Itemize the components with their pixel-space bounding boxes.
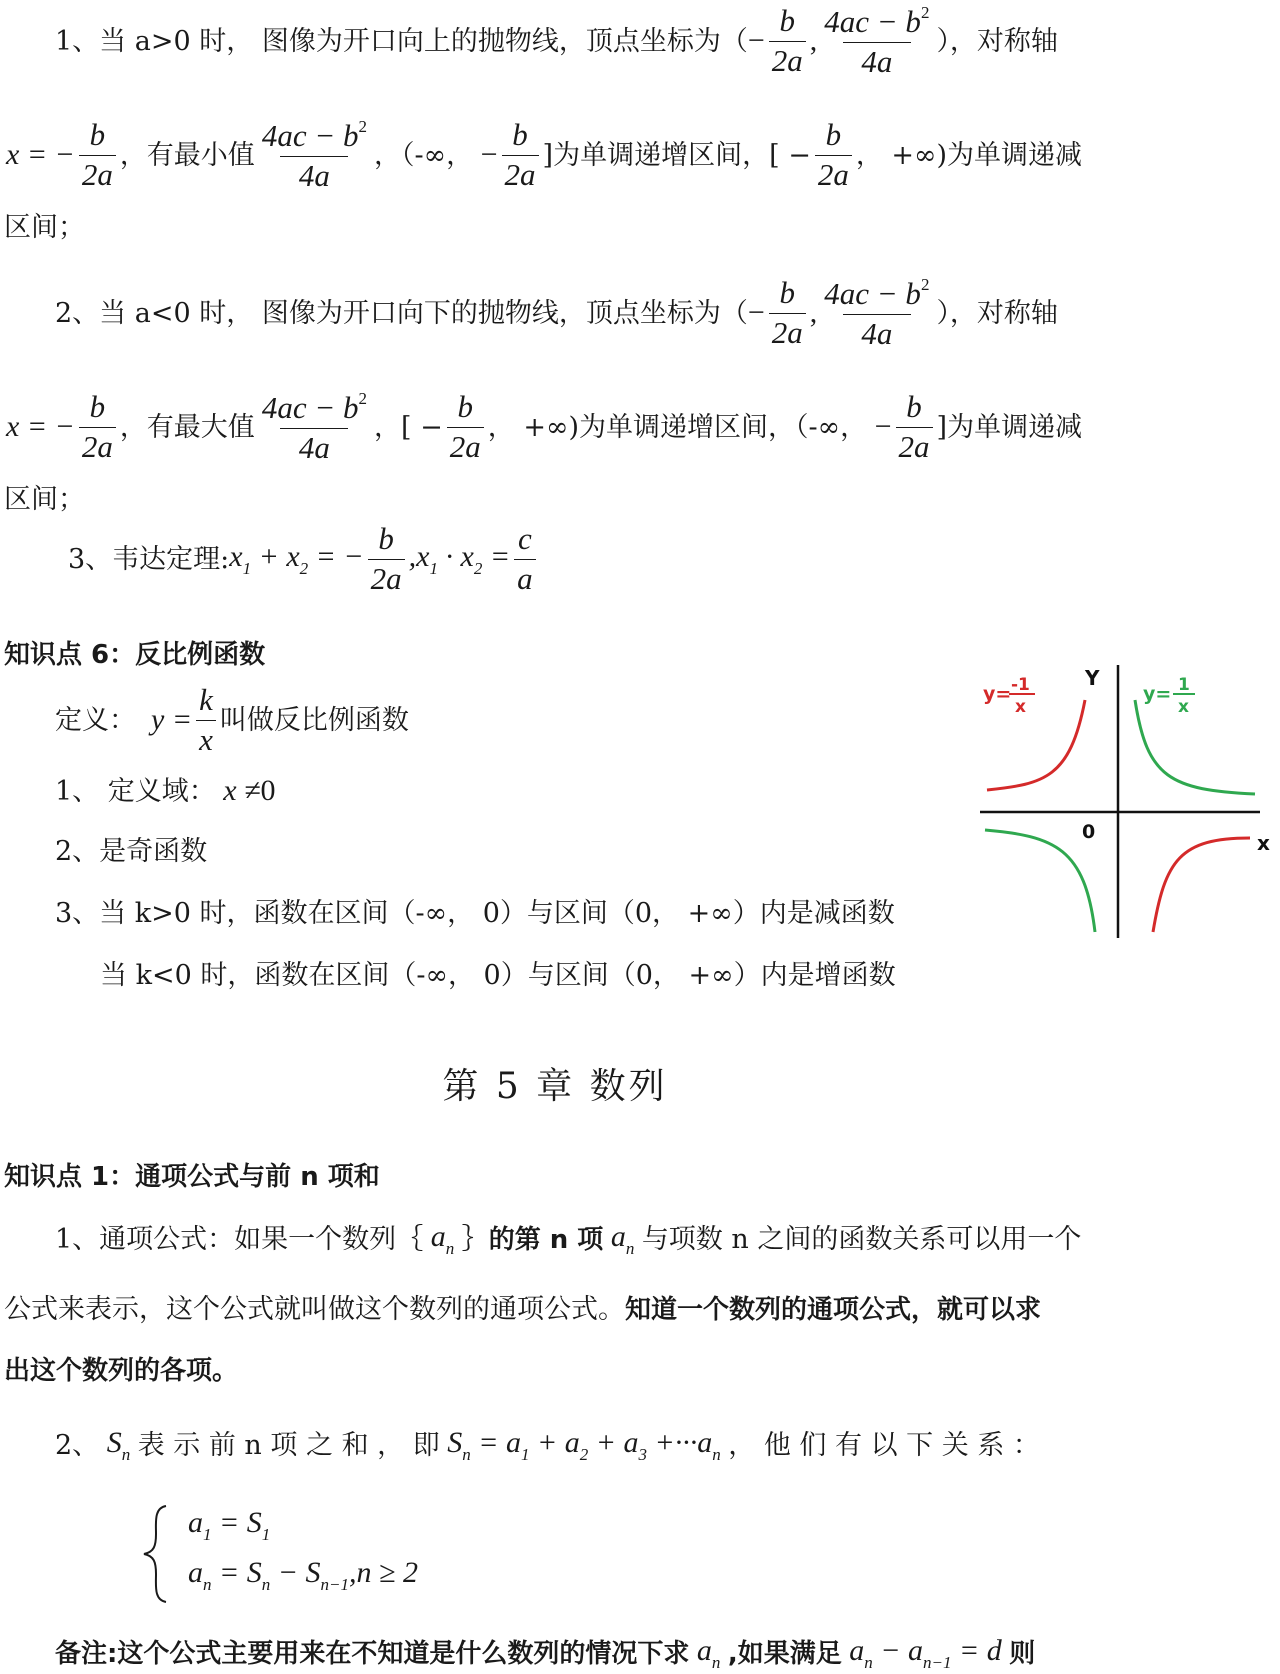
hyperbola-graph xyxy=(975,660,1275,940)
quad-item2-line2: x = − $\frac{b}{2a}$ ，有最大值 $\frac{4ac - b^2}{4a}$ ，[ − $\frac{b}{2a}$ ， +∞)为单调递增区间，（-∞， − $\frac{b}{2a}$ ]为单调递减 xyxy=(6,388,1083,465)
quad-item2-tail: 区间； xyxy=(4,484,85,515)
chapter-title: 第 5 章 数列 xyxy=(442,1066,668,1107)
vieta-lead: 3、韦达定理: xyxy=(68,543,230,575)
formula-a1: $a_1 = S_1$ xyxy=(188,1506,271,1544)
green-curve-q3 xyxy=(985,830,1095,932)
left-brace xyxy=(140,1504,170,1604)
sequence-p1-line1: 1、通项公式：如果一个数列｛ $a_n$ ｝ 的第 n 项 $a_n$ 与项数 n 之间的函数关系可以用一个 xyxy=(55,1220,1082,1258)
sequence-note: 备注:这个公式主要用来在不知道是什么数列的情况下求 $a_n$ ,如果满足 $a_n - a_{n-1} = d$ 则 xyxy=(55,1634,1036,1672)
svg-text:y=: y= xyxy=(983,683,1012,705)
vertex-y-fraction: $\frac{4ac - b^2}{4a}$ xyxy=(824,2,930,79)
inverse-definition: 定义： y = $\frac{k}{x}$ 叫做反比例函数 xyxy=(55,681,409,757)
svg-text:x: x xyxy=(1015,697,1026,717)
quad-item2-line1: 2、当 a<0 时， 图像为开口向下的抛物线，顶点坐标为（ − $\frac{b}{2a}$ , $\frac{4ac - b^2}{4a}$ ），对称轴 xyxy=(55,274,1058,351)
origin-label: 0 xyxy=(1082,821,1096,843)
inverse-k-positive: 3、当 k>0 时，函数在区间（-∞， 0）与区间（0， +∞）内是减函数 xyxy=(55,898,895,929)
inverse-domain: 1、 定义域： x ≠ 0 xyxy=(55,774,276,807)
axis-prefix: x = − xyxy=(6,138,75,171)
quad-item1-line1: 1、当 a>0 时， 图像为开口向上的抛物线，顶点坐标为（ − $\frac{b}{2a}$ , $\frac{4ac - b^2}{4a}$ ），对称轴 xyxy=(55,2,1058,79)
inverse-odd: 2、是奇函数 xyxy=(55,836,208,867)
formula-an: $a_n = S_n - S_{n-1},n \ge 2$ xyxy=(188,1556,418,1594)
inverse-k-negative: 当 k<0 时，函数在区间（-∞， 0）与区间（0， +∞）内是增函数 xyxy=(100,960,896,991)
x-axis-label: x xyxy=(1257,831,1270,855)
min-value-fraction: $\frac{4ac - b^2}{4a}$ xyxy=(261,116,367,193)
sequence-p2: 2、 $S_n$ 表 示 前 n 项 之 和 ， 即 $S_n = a_1 + a_2 + a_3 +\cdot\cdot\cdot a_n$ ， 他 们 有 以 下 关 系 ： xyxy=(55,1426,1040,1464)
sequence-p1-line2: 公式来表示，这个公式就叫做这个数列的通项公式。 知道一个数列的通项公式，就可以求 xyxy=(4,1294,1042,1325)
svg-text:x: x xyxy=(1178,697,1189,717)
green-curve-q1 xyxy=(1135,700,1255,794)
svg-text:1: 1 xyxy=(1178,675,1190,695)
quad-item1-after-vertex: ），对称轴 xyxy=(936,25,1058,57)
red-equation-label xyxy=(983,675,1035,717)
quad-item1-tail: 区间； xyxy=(4,212,85,243)
inc-close: ]为单调递增区间，[ − xyxy=(542,139,811,171)
max-label: ，有最大值 xyxy=(119,411,255,443)
min-label: ，有最小值 xyxy=(119,139,255,171)
sequence-heading: 知识点 1：通项公式与前 n 项和 xyxy=(4,1162,380,1192)
vertex-x-fraction: $\frac{b}{2a}$ xyxy=(769,5,806,77)
y-axis-label: Y xyxy=(1085,666,1100,690)
sequence-p1-line3: 出这个数列的各项。 xyxy=(4,1356,239,1386)
dec-close: ， +∞)为单调递减 xyxy=(855,139,1083,171)
max-value-fraction: $\frac{4ac - b^2}{4a}$ xyxy=(261,388,367,465)
red-curve-q2 xyxy=(987,700,1085,790)
quad-item1-line2: x = − $\frac{b}{2a}$ ，有最小值 $\frac{4ac - b^2}{4a}$ ，（-∞， − $\frac{b}{2a}$ ]为单调递增区间，[ − $\frac{b}{2a}$ ， +∞)为单调递减 xyxy=(6,116,1083,193)
green-equation-label xyxy=(1143,675,1195,717)
inverse-heading: 知识点 6：反比例函数 xyxy=(4,640,266,670)
quad-item2-lead: 2、当 a<0 时， 图像为开口向下的抛物线，顶点坐标为（ xyxy=(55,297,748,329)
inc-open: ，（-∞， xyxy=(374,139,474,171)
svg-text:-1: -1 xyxy=(1011,675,1030,695)
red-curve-q4 xyxy=(1153,838,1250,932)
svg-text:y=: y= xyxy=(1143,683,1172,705)
sequence-formula-system xyxy=(140,1500,460,1610)
vieta-line: 3、韦达定理: $x_1 + x_2$ = − $\frac{b}{2a}$ $,x_1 \cdot x_2$ = $\frac{c}{a}$ xyxy=(68,522,540,596)
quad-item1-lead: 1、当 a>0 时， 图像为开口向上的抛物线，顶点坐标为（ xyxy=(55,25,748,57)
